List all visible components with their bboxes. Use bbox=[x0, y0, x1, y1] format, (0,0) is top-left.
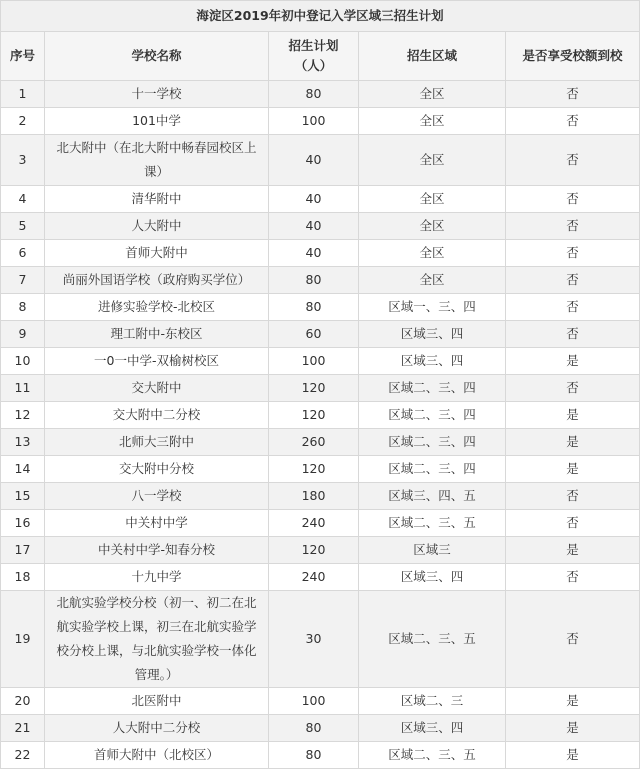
row-index: 19 bbox=[1, 591, 45, 688]
header-quota: 是否享受校额到校 bbox=[506, 32, 640, 81]
enrollment-plan: 60 bbox=[269, 321, 359, 348]
enrollment-plan: 80 bbox=[269, 81, 359, 108]
table-row bbox=[1, 321, 640, 348]
header-plan bbox=[269, 32, 359, 81]
enrollment-area: 全区 bbox=[359, 81, 506, 108]
school-name: 交大附中 bbox=[45, 375, 269, 402]
quota-status: 否 bbox=[506, 267, 640, 294]
header-plan-line1: 招生计划 bbox=[288, 38, 339, 53]
row-index: 11 bbox=[1, 375, 45, 402]
enrollment-plan: 80 bbox=[269, 742, 359, 769]
enrollment-plan: 80 bbox=[269, 715, 359, 742]
enrollment-plan: 100 bbox=[269, 108, 359, 135]
quota-status: 否 bbox=[506, 240, 640, 267]
enrollment-area: 区域三 bbox=[359, 537, 506, 564]
table-row bbox=[1, 81, 640, 108]
row-index: 7 bbox=[1, 267, 45, 294]
school-name: 北医附中 bbox=[45, 688, 269, 715]
enrollment-area: 区域二、三、四 bbox=[359, 375, 506, 402]
quota-status: 否 bbox=[506, 108, 640, 135]
enrollment-area: 区域一、三、四 bbox=[359, 294, 506, 321]
enrollment-plan: 40 bbox=[269, 186, 359, 213]
enrollment-area: 全区 bbox=[359, 240, 506, 267]
table-row bbox=[1, 348, 640, 375]
school-name: 尚丽外国语学校（政府购买学位） bbox=[45, 267, 269, 294]
quota-status: 是 bbox=[506, 715, 640, 742]
school-name: 八一学校 bbox=[45, 483, 269, 510]
school-name: 十九中学 bbox=[45, 564, 269, 591]
table-row bbox=[1, 240, 640, 267]
quota-status: 否 bbox=[506, 564, 640, 591]
quota-status: 否 bbox=[506, 483, 640, 510]
school-name: 中关村中学 bbox=[45, 510, 269, 537]
enrollment-area: 区域二、三、四 bbox=[359, 429, 506, 456]
quota-status: 否 bbox=[506, 375, 640, 402]
header-area: 招生区域 bbox=[359, 32, 506, 81]
table-row bbox=[1, 135, 640, 186]
table-row bbox=[1, 688, 640, 715]
row-index: 9 bbox=[1, 321, 45, 348]
school-name: 人大附中 bbox=[45, 213, 269, 240]
enrollment-area: 全区 bbox=[359, 267, 506, 294]
enrollment-plan: 120 bbox=[269, 375, 359, 402]
enrollment-plan: 40 bbox=[269, 213, 359, 240]
enrollment-area: 全区 bbox=[359, 135, 506, 186]
enrollment-area: 区域二、三、五 bbox=[359, 591, 506, 688]
row-index: 6 bbox=[1, 240, 45, 267]
enrollment-area: 区域三、四 bbox=[359, 564, 506, 591]
row-index: 1 bbox=[1, 81, 45, 108]
school-name: 首师大附中 bbox=[45, 240, 269, 267]
school-name: 清华附中 bbox=[45, 186, 269, 213]
quota-status: 是 bbox=[506, 402, 640, 429]
enrollment-area: 区域二、三、五 bbox=[359, 510, 506, 537]
enrollment-plan: 240 bbox=[269, 564, 359, 591]
enrollment-plan: 40 bbox=[269, 240, 359, 267]
table-row bbox=[1, 483, 640, 510]
table-body bbox=[1, 81, 640, 769]
row-index: 5 bbox=[1, 213, 45, 240]
quota-status: 是 bbox=[506, 429, 640, 456]
quota-status: 是 bbox=[506, 742, 640, 769]
row-index: 4 bbox=[1, 186, 45, 213]
table-row bbox=[1, 591, 640, 688]
enrollment-area: 全区 bbox=[359, 108, 506, 135]
school-name: 交大附中二分校 bbox=[45, 402, 269, 429]
enrollment-area: 区域三、四、五 bbox=[359, 483, 506, 510]
table-row bbox=[1, 742, 640, 769]
table-title: 海淀区2019年初中登记入学区域三招生计划 bbox=[1, 1, 640, 32]
table-row bbox=[1, 294, 640, 321]
enrollment-area: 区域二、三、五 bbox=[359, 742, 506, 769]
table-row bbox=[1, 429, 640, 456]
school-name: 一0一中学-双榆树校区 bbox=[45, 348, 269, 375]
enrollment-area: 区域二、三 bbox=[359, 688, 506, 715]
quota-status: 是 bbox=[506, 348, 640, 375]
row-index: 10 bbox=[1, 348, 45, 375]
table-row bbox=[1, 186, 640, 213]
row-index: 13 bbox=[1, 429, 45, 456]
enrollment-plan: 120 bbox=[269, 456, 359, 483]
school-name: 北师大三附中 bbox=[45, 429, 269, 456]
school-name: 理工附中-东校区 bbox=[45, 321, 269, 348]
row-index: 2 bbox=[1, 108, 45, 135]
enrollment-area: 全区 bbox=[359, 213, 506, 240]
row-index: 17 bbox=[1, 537, 45, 564]
table-row bbox=[1, 375, 640, 402]
row-index: 21 bbox=[1, 715, 45, 742]
quota-status: 否 bbox=[506, 186, 640, 213]
school-name: 交大附中分校 bbox=[45, 456, 269, 483]
quota-status: 否 bbox=[506, 321, 640, 348]
school-name: 十一学校 bbox=[45, 81, 269, 108]
table-row bbox=[1, 564, 640, 591]
table-row bbox=[1, 402, 640, 429]
header-plan-line2: （人） bbox=[294, 58, 333, 73]
quota-status: 是 bbox=[506, 688, 640, 715]
enrollment-plan: 260 bbox=[269, 429, 359, 456]
row-index: 16 bbox=[1, 510, 45, 537]
school-name: 首师大附中（北校区） bbox=[45, 742, 269, 769]
row-index: 3 bbox=[1, 135, 45, 186]
row-index: 12 bbox=[1, 402, 45, 429]
enrollment-plan: 40 bbox=[269, 135, 359, 186]
enrollment-area: 区域二、三、四 bbox=[359, 456, 506, 483]
table-row bbox=[1, 213, 640, 240]
table-row bbox=[1, 267, 640, 294]
enrollment-area: 区域三、四 bbox=[359, 321, 506, 348]
enrollment-area: 全区 bbox=[359, 186, 506, 213]
school-name: 中关村中学-知春分校 bbox=[45, 537, 269, 564]
table-row bbox=[1, 456, 640, 483]
enrollment-plan: 120 bbox=[269, 402, 359, 429]
school-name: 北航实验学校分校（初一、初二在北航实验学校上课，初三在北航实验学校分校上课，与北航实验学校一体化管理。） bbox=[45, 591, 269, 688]
enrollment-area: 区域三、四 bbox=[359, 348, 506, 375]
enrollment-plan: 100 bbox=[269, 348, 359, 375]
quota-status: 是 bbox=[506, 456, 640, 483]
table-row bbox=[1, 108, 640, 135]
header-school: 学校名称 bbox=[45, 32, 269, 81]
enrollment-plan: 30 bbox=[269, 591, 359, 688]
school-name: 人大附中二分校 bbox=[45, 715, 269, 742]
header-index: 序号 bbox=[1, 32, 45, 81]
enrollment-plan: 80 bbox=[269, 294, 359, 321]
row-index: 8 bbox=[1, 294, 45, 321]
enrollment-plan: 240 bbox=[269, 510, 359, 537]
quota-status: 否 bbox=[506, 510, 640, 537]
school-name: 进修实验学校-北校区 bbox=[45, 294, 269, 321]
quota-status: 否 bbox=[506, 294, 640, 321]
row-index: 22 bbox=[1, 742, 45, 769]
header-row bbox=[1, 32, 640, 81]
quota-status: 是 bbox=[506, 537, 640, 564]
school-name: 101中学 bbox=[45, 108, 269, 135]
quota-status: 否 bbox=[506, 213, 640, 240]
enrollment-area: 区域二、三、四 bbox=[359, 402, 506, 429]
row-index: 14 bbox=[1, 456, 45, 483]
enrollment-plan: 100 bbox=[269, 688, 359, 715]
school-name: 北大附中（在北大附中畅春园校区上课） bbox=[45, 135, 269, 186]
row-index: 20 bbox=[1, 688, 45, 715]
enrollment-plan: 120 bbox=[269, 537, 359, 564]
enrollment-area: 区域三、四 bbox=[359, 715, 506, 742]
table-row bbox=[1, 715, 640, 742]
enrollment-plan: 80 bbox=[269, 267, 359, 294]
row-index: 18 bbox=[1, 564, 45, 591]
table-row bbox=[1, 537, 640, 564]
table-row bbox=[1, 510, 640, 537]
quota-status: 否 bbox=[506, 135, 640, 186]
enrollment-plan: 180 bbox=[269, 483, 359, 510]
quota-status: 否 bbox=[506, 81, 640, 108]
row-index: 15 bbox=[1, 483, 45, 510]
quota-status: 否 bbox=[506, 591, 640, 688]
